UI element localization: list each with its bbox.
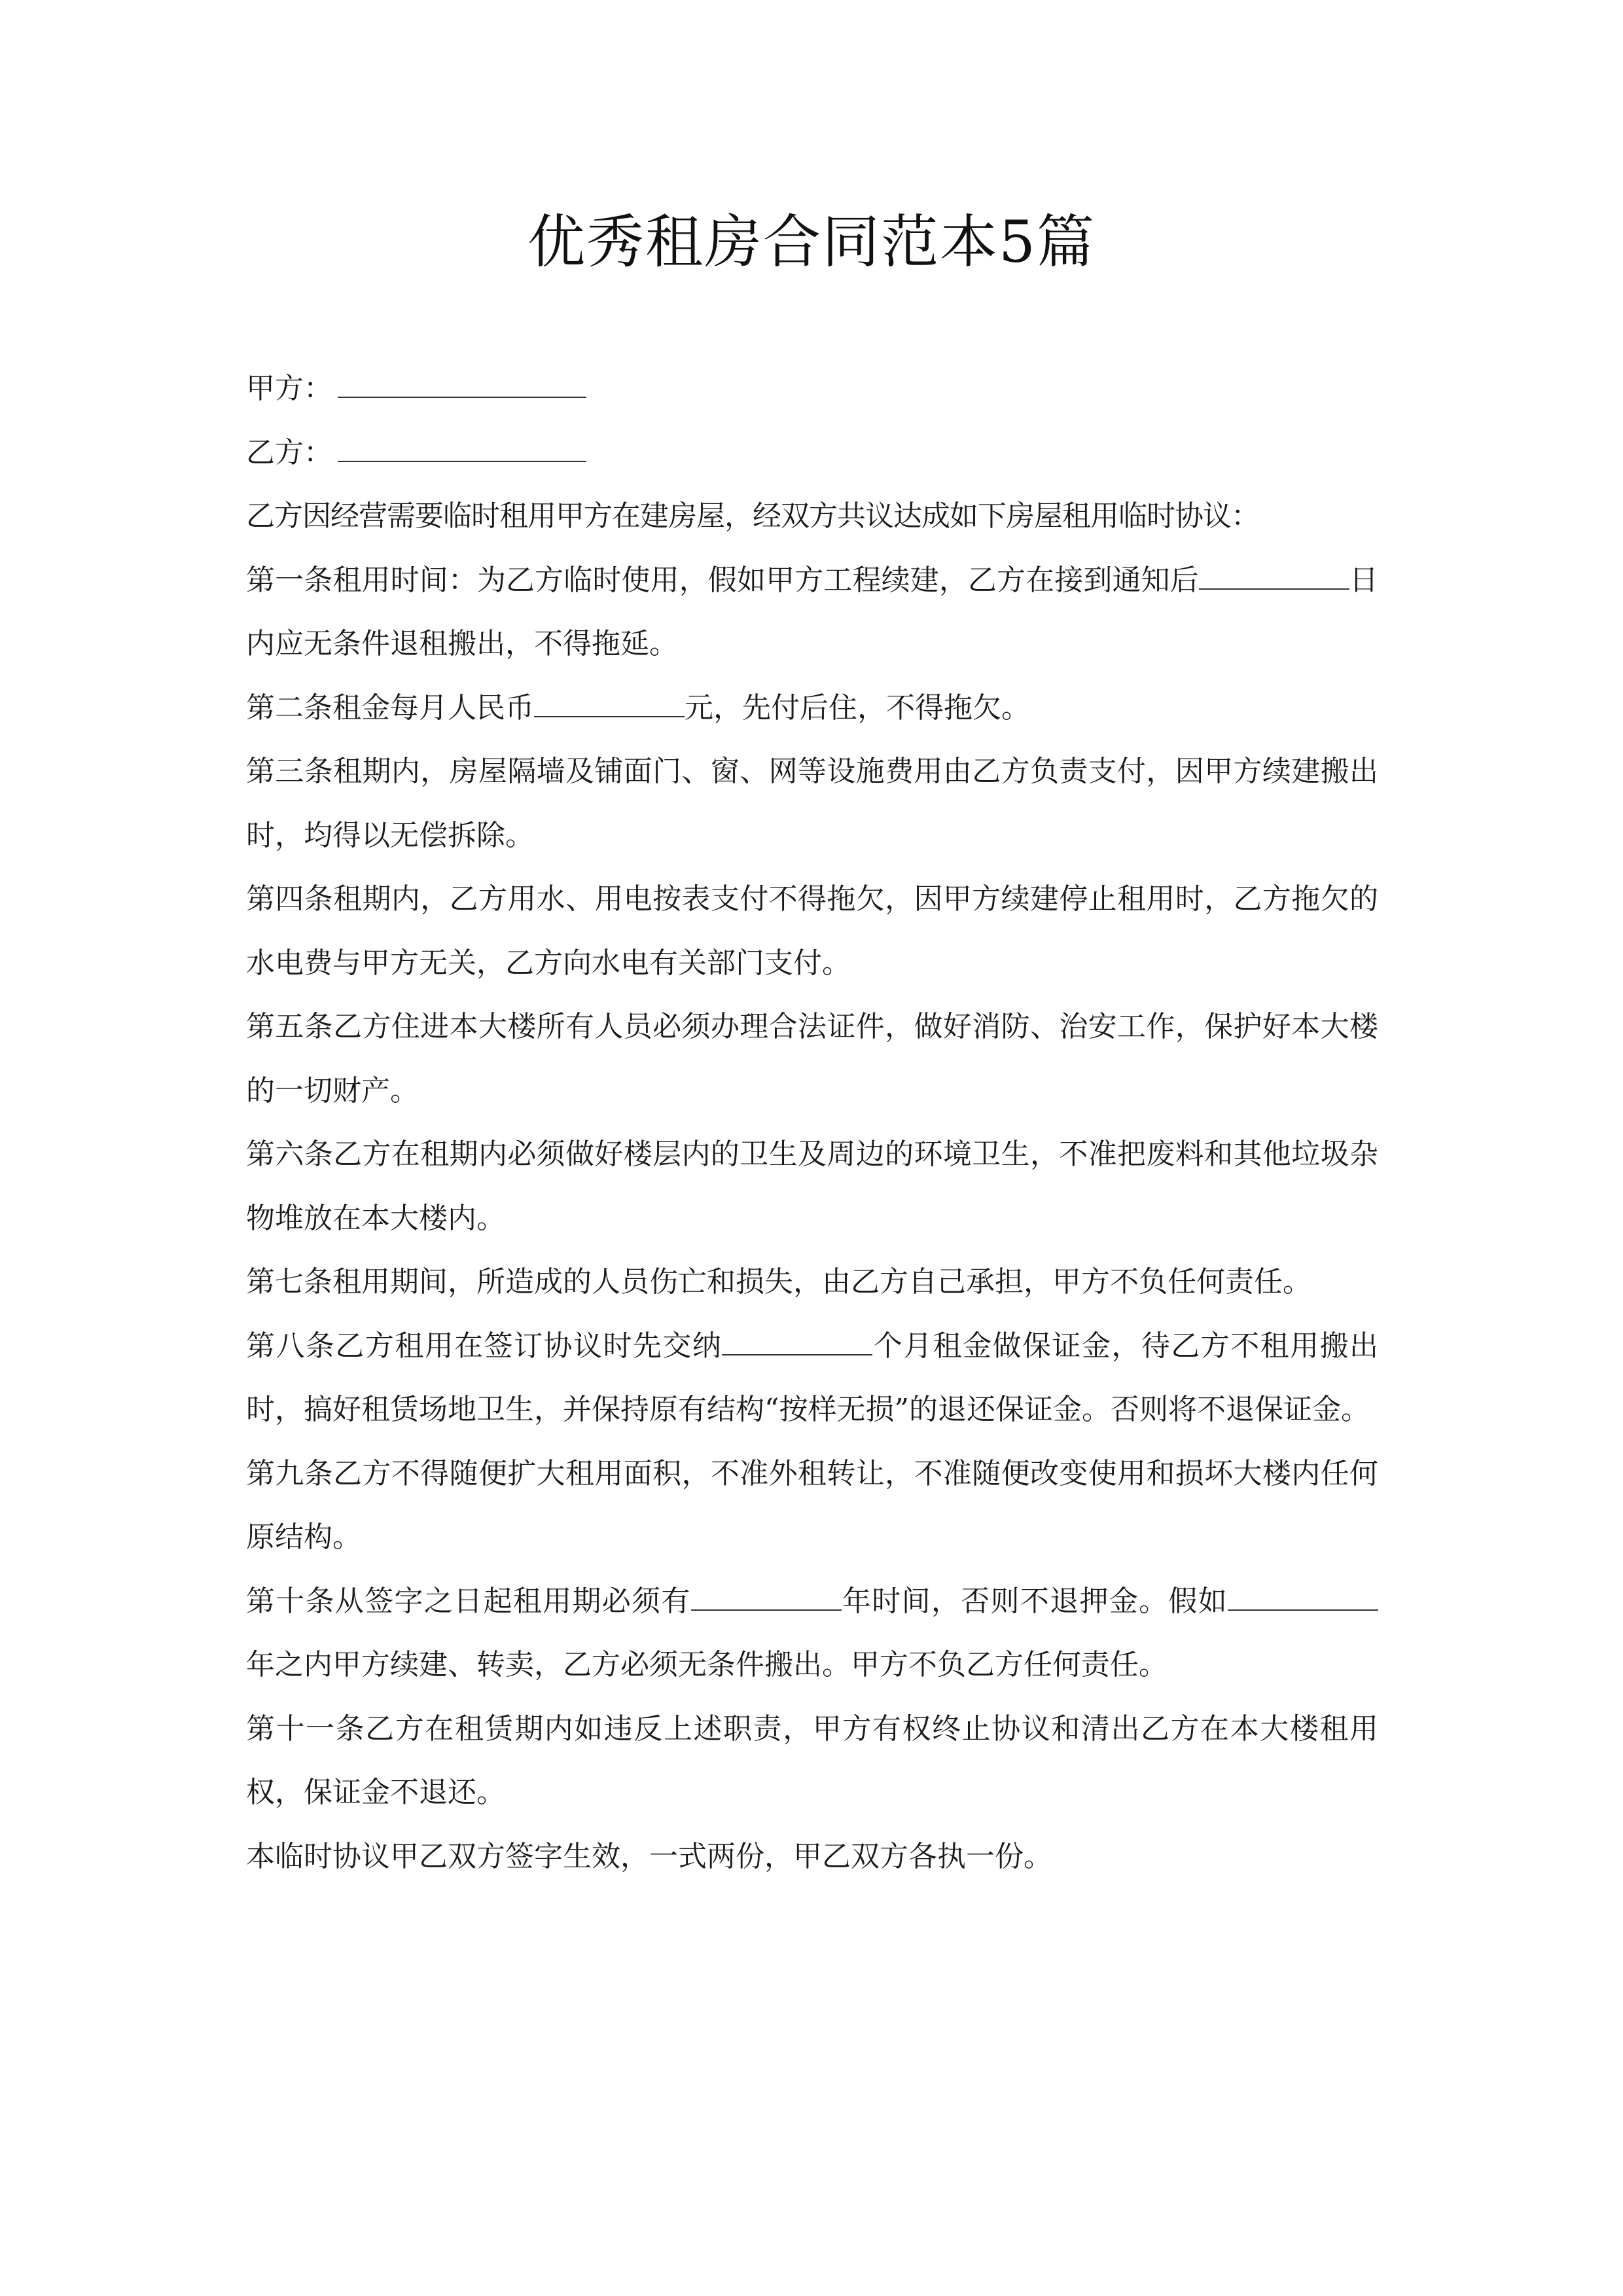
clause-3: 第三条租期内，房屋隔墙及铺面门、窗、网等设施费用由乙方负责支付，因甲方续建搬出时，均得以无偿拆除。	[246, 755, 1378, 852]
clause-1-text-a: 第一条租用时间：为乙方临时使用，假如甲方工程续建，乙方在接到通知后	[246, 563, 1199, 597]
document-title: 优秀租房合同范本5篇	[527, 208, 1096, 276]
party-a-label: 甲方：	[246, 372, 332, 405]
clause-10-text-c: 年之内甲方续建、转卖，乙方必须无条件搬出。甲方不负乙方任何责任。	[246, 1648, 1168, 1681]
document-body	[246, 357, 1378, 1888]
clause-2-text-b: 元，先付后住，不得拖欠。	[685, 691, 1030, 725]
clause-10-text-b: 年时间，否则不退押金。假如	[841, 1584, 1228, 1618]
party-b-blank	[338, 432, 586, 462]
clause-8-text-a: 第八条乙方租用在签订协议时先交纳	[246, 1329, 722, 1363]
clause-10-text-a: 第十条从签字之日起租用期必须有	[246, 1584, 691, 1618]
clause-8	[246, 1314, 1378, 1442]
clause-10	[246, 1570, 1378, 1697]
clause-6: 第六条乙方在租期内必须做好楼层内的卫生及周边的环境卫生，不准把废料和其他垃圾杂物堆放在本大楼内。	[246, 1138, 1378, 1235]
clause-5: 第五条乙方住进本大楼所有人员必须办理合法证件，做好消防、治安工作，保护好本大楼的一切财产。	[246, 1010, 1378, 1107]
clause-7: 第七条租用期间，所造成的人员伤亡和损失，由乙方自己承担，甲方不负任何责任。	[246, 1265, 1311, 1299]
clause-8-blank	[722, 1325, 872, 1355]
closing-paragraph: 本临时协议甲乙双方签字生效，一式两份，甲乙双方各执一份。	[246, 1839, 1052, 1873]
clause-2-text-a: 第二条租金每月人民币	[246, 691, 534, 725]
clause-2	[246, 676, 1378, 740]
clause-11: 第十一条乙方在租赁期内如违反上述职责，甲方有权终止协议和清出乙方在本大楼租用权，保证金不退还。	[246, 1712, 1378, 1809]
clause-4: 第四条租期内，乙方用水、用电按表支付不得拖欠，因甲方续建停止租用时，乙方拖欠的水电费与甲方无关，乙方向水电有关部门支付。	[246, 882, 1378, 980]
clause-2-blank	[534, 687, 685, 717]
party-b-label: 乙方：	[246, 435, 332, 469]
party-b-row	[246, 421, 1378, 485]
clause-10-blank-years-2	[1228, 1581, 1378, 1611]
intro-paragraph: 乙方因经营需要临时租用甲方在建房屋，经双方共议达成如下房屋租用临时协议：	[246, 499, 1259, 533]
clause-9: 第九条乙方不得随便扩大租用面积，不准外租转让，不准随便改变使用和损坏大楼内任何原结构。	[246, 1456, 1378, 1554]
clause-1-text-b: 日内应无条件退租搬出，不得拖延。	[246, 563, 1379, 660]
party-a-row	[246, 357, 1378, 421]
clause-1	[246, 548, 1378, 676]
clause-8-text-b: 个月租金做保证金，待乙方不租用搬出时，搞好租赁场地卫生，并保持原有结构“按样无损”的退还保证金。否则将不退保证金。	[246, 1329, 1379, 1426]
clause-10-blank-years	[691, 1581, 842, 1611]
clause-1-blank	[1199, 560, 1349, 590]
party-a-blank	[338, 368, 586, 398]
